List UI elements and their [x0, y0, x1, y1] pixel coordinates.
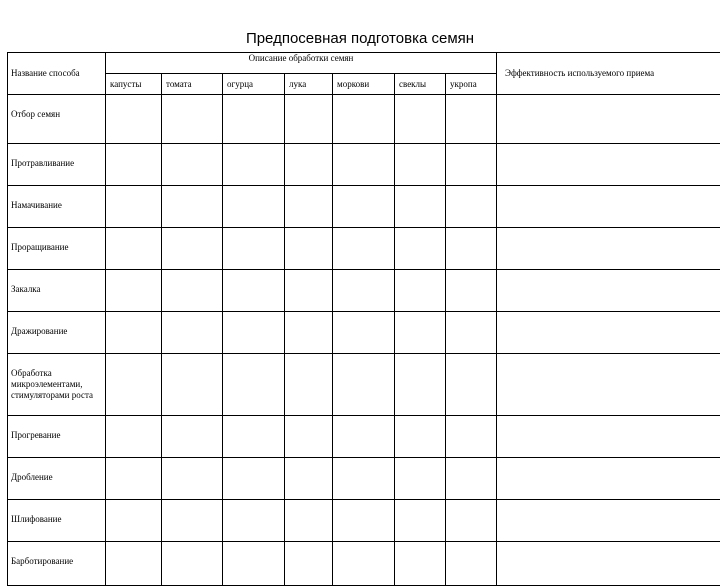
effectiveness-column-header-label: Эффективность используемого приема: [505, 68, 654, 78]
crop-cell: [333, 95, 395, 144]
method-label-cell: [8, 270, 106, 312]
crop-cell: [223, 144, 285, 186]
method-row-grinding: [8, 500, 720, 542]
crop-header-cabbage: капусты: [106, 74, 162, 95]
method-row-sprouting: [8, 228, 720, 270]
crop-cell: [395, 270, 446, 312]
description-column-header: [106, 53, 497, 74]
method-label-cell: [8, 144, 106, 186]
crop-cell: [395, 95, 446, 144]
seed-preparation-table: [7, 52, 720, 586]
crop-cell: [106, 354, 162, 416]
method-label: Отбор семян: [11, 95, 105, 120]
effectiveness-cell: [497, 542, 720, 586]
crop-cell: [106, 416, 162, 458]
method-column-header: [8, 53, 106, 95]
crop-header-beet: свеклы: [395, 74, 446, 95]
crop-header-dill: укропа: [446, 74, 497, 95]
effectiveness-cell: [497, 500, 720, 542]
crop-cell: [223, 500, 285, 542]
method-label-cell: [8, 354, 106, 416]
method-label: Шлифование: [11, 500, 105, 525]
crop-cell: [395, 228, 446, 270]
crop-cell: [446, 144, 497, 186]
crop-cell: [395, 416, 446, 458]
crop-cell: [106, 500, 162, 542]
method-label-cell: [8, 186, 106, 228]
crop-cell: [223, 542, 285, 586]
crop-cell: [285, 500, 333, 542]
method-column-header-label: Название способа: [11, 68, 80, 78]
crop-cell: [162, 186, 223, 228]
crop-cell: [333, 354, 395, 416]
effectiveness-cell: [497, 354, 720, 416]
crop-cell: [446, 354, 497, 416]
method-label-cell: [8, 312, 106, 354]
method-label: Закалка: [11, 270, 105, 295]
method-label: Дражирование: [11, 312, 105, 337]
effectiveness-cell: [497, 186, 720, 228]
crop-cell: [395, 458, 446, 500]
crop-cell: [285, 228, 333, 270]
method-label: Дробление: [11, 458, 105, 483]
crop-cell: [333, 144, 395, 186]
crop-header-cucumber: огурца: [223, 74, 285, 95]
crop-cell: [106, 458, 162, 500]
effectiveness-cell: [497, 144, 720, 186]
method-label-cell: [8, 95, 106, 144]
crop-cell: [333, 270, 395, 312]
crop-cell: [106, 186, 162, 228]
crop-cell: [162, 95, 223, 144]
crop-cell: [446, 416, 497, 458]
crop-cell: [162, 270, 223, 312]
method-label-cell: [8, 500, 106, 542]
crop-cell: [395, 500, 446, 542]
crop-cell: [395, 542, 446, 586]
crop-cell: [446, 186, 497, 228]
crop-cell: [162, 354, 223, 416]
crop-cell: [223, 228, 285, 270]
method-row-seed-treatment: [8, 144, 720, 186]
crop-cell: [333, 312, 395, 354]
crop-cell: [446, 458, 497, 500]
crop-cell: [285, 95, 333, 144]
method-label: Барботирование: [11, 542, 105, 567]
crop-cell: [333, 228, 395, 270]
effectiveness-cell: [497, 458, 720, 500]
crop-header-carrot: моркови: [333, 74, 395, 95]
method-label-cell: [8, 542, 106, 586]
method-row-seed-selection: [8, 95, 720, 144]
crop-cell: [162, 312, 223, 354]
effectiveness-cell: [497, 416, 720, 458]
crop-cell: [333, 458, 395, 500]
crop-cell: [162, 416, 223, 458]
crop-cell: [223, 270, 285, 312]
method-row-soaking: [8, 186, 720, 228]
crop-cell: [446, 95, 497, 144]
method-row-pelleting: [8, 312, 720, 354]
crop-cell: [106, 270, 162, 312]
header-row-top: [8, 53, 720, 74]
method-row-hardening: [8, 270, 720, 312]
crop-cell: [333, 416, 395, 458]
effectiveness-cell: [497, 312, 720, 354]
crop-cell: [106, 228, 162, 270]
crop-cell: [395, 312, 446, 354]
method-label: Проращивание: [11, 228, 105, 253]
crop-cell: [285, 270, 333, 312]
crop-cell: [162, 144, 223, 186]
crop-cell: [223, 95, 285, 144]
crop-cell: [223, 458, 285, 500]
crop-cell: [285, 144, 333, 186]
crop-cell: [333, 186, 395, 228]
effectiveness-cell: [497, 95, 720, 144]
crop-header-tomato: томата: [162, 74, 223, 95]
method-row-crushing: [8, 458, 720, 500]
method-label-cell: [8, 228, 106, 270]
crop-cell: [285, 416, 333, 458]
crop-cell: [285, 312, 333, 354]
method-label-cell: [8, 416, 106, 458]
crop-cell: [106, 312, 162, 354]
crop-cell: [395, 186, 446, 228]
crop-cell: [285, 542, 333, 586]
crop-cell: [285, 186, 333, 228]
effectiveness-cell: [497, 228, 720, 270]
crop-cell: [106, 542, 162, 586]
crop-cell: [162, 542, 223, 586]
method-label: Прогревание: [11, 416, 105, 441]
crop-cell: [223, 416, 285, 458]
method-row-warming: [8, 416, 720, 458]
crop-cell: [106, 144, 162, 186]
crop-cell: [446, 542, 497, 586]
method-label: Намачивание: [11, 186, 105, 211]
effectiveness-cell: [497, 270, 720, 312]
crop-cell: [223, 312, 285, 354]
crop-cell: [333, 500, 395, 542]
crop-header-onion: лука: [285, 74, 333, 95]
crop-cell: [106, 95, 162, 144]
crop-cell: [446, 500, 497, 542]
description-column-header-label: Описание обработки семян: [249, 53, 354, 63]
method-row-microelement-treatment: [8, 354, 720, 416]
crop-cell: [395, 354, 446, 416]
page-title: Предпосевная подготовка семян: [0, 30, 720, 48]
crop-cell: [285, 458, 333, 500]
crop-cell: [162, 500, 223, 542]
crop-cell: [162, 228, 223, 270]
crop-cell: [446, 312, 497, 354]
crop-cell: [333, 542, 395, 586]
method-label: Обработка микроэлементами, стимуляторами роста: [11, 354, 105, 401]
method-row-bubbling: [8, 542, 720, 586]
crop-cell: [285, 354, 333, 416]
crop-cell: [446, 228, 497, 270]
method-label-cell: [8, 458, 106, 500]
crop-cell: [446, 270, 497, 312]
crop-cell: [223, 186, 285, 228]
effectiveness-column-header: [497, 53, 720, 95]
method-label: Протравливание: [11, 144, 105, 169]
crop-cell: [395, 144, 446, 186]
crop-cell: [223, 354, 285, 416]
crop-cell: [162, 458, 223, 500]
